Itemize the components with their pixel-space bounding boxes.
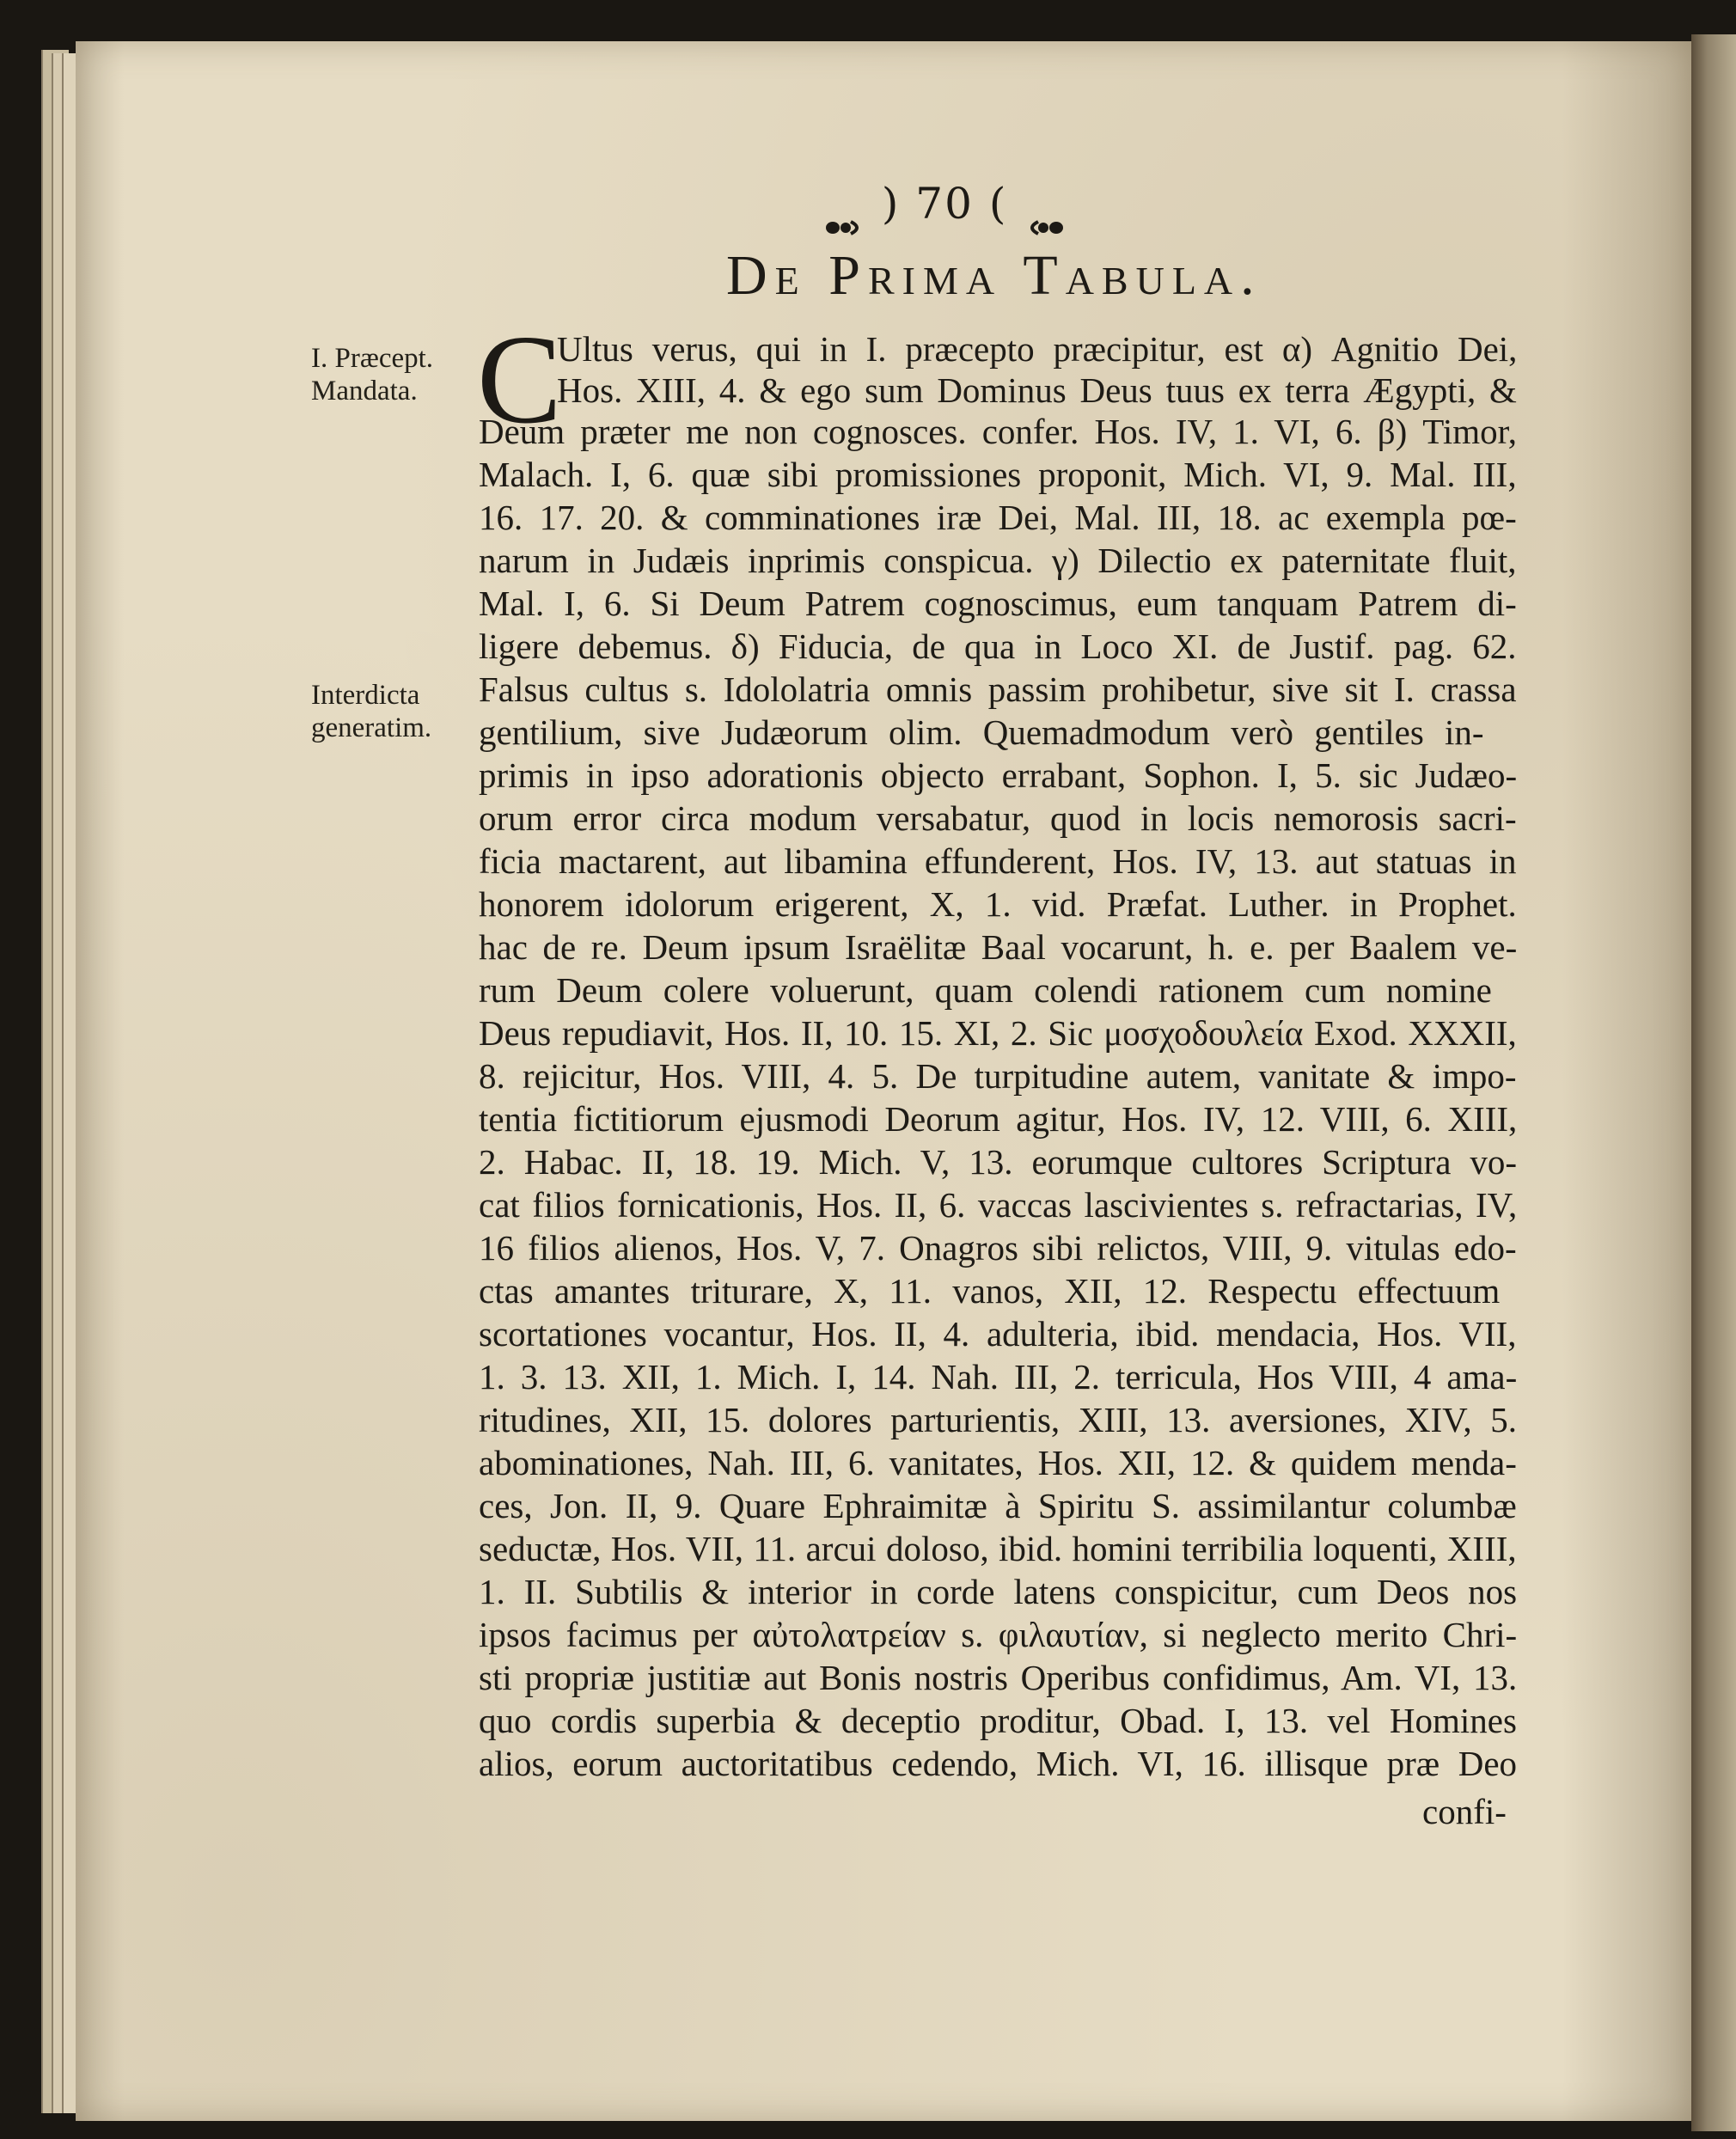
ornament-left-icon — [825, 198, 866, 217]
text-line: Malach. I, 6. quæ sibi promissiones proponit, Mich. VI, 9. Mal. III, — [479, 455, 1517, 494]
text-line: ficia mactarent, aut libamina effunderent, Hos. IV, 13. aut statuas in — [479, 841, 1517, 881]
text-line: Hos. XIII, 4. & ego sum Dominus Deus tuus ex terra Ægypti, & — [557, 370, 1517, 410]
text-line: rum Deum colere voluerunt, quam colendi rationem cum nomine — [479, 970, 1492, 1010]
text-line: Falsus cultus s. Idololatria omnis passim prohibetur, sive sit I. crassa — [479, 669, 1517, 709]
text-line: hac de re. Deum ipsum Israëlitæ Baal vocarunt, h. e. per Baalem ve- — [479, 927, 1518, 967]
drop-cap: C — [477, 309, 562, 450]
text-line: quo cordis superbia & deceptio proditur, Obad. I, 13. vel Homines — [479, 1701, 1517, 1740]
text-line: narum in Judæis inprimis conspicua. γ) Dilectio ex paternitate fluit, — [479, 541, 1517, 580]
text-line: 8. rejicitur, Hos. VIII, 4. 5. De turpitudine autem, vanitate & impo- — [479, 1056, 1517, 1096]
text-line: ligere debemus. δ) Fiducia, de qua in Loco XI. de Justif. pag. 62. — [479, 626, 1517, 666]
page-title: De Prima Tabula. — [726, 244, 1262, 307]
margin-note-interdicta — [311, 679, 431, 744]
text-line: Deum præter me non cognosces. confer. Hos. IV, 1. VI, 6. β) Timor, — [479, 412, 1517, 451]
text-line: seductæ, Hos. VII, 11. arcui doloso, ibid. homini terribilia loquenti, XIII, — [479, 1529, 1517, 1568]
margin-note-mandata — [311, 342, 433, 407]
facing-page-gutter — [1691, 34, 1736, 2131]
margin-note-line: I. Præcept. — [311, 343, 434, 374]
text-line: ritudines, XII, 15. dolores parturientis, XIII, 13. aversiones, XIV, 5. — [479, 1400, 1518, 1439]
text-line: ctas amantes triturare, X, 11. vanos, XII, 12. Respectu effectuum — [479, 1271, 1501, 1311]
margin-note-line: Mandata. — [311, 376, 418, 406]
text-line: 16 filios alienos, Hos. V, 7. Onagros sibi relictos, VIII, 9. vitulas edo- — [479, 1228, 1517, 1268]
page-number: ) 70 ( — [881, 179, 1008, 229]
catchword: confi- — [1422, 1792, 1507, 1831]
text-line: alios, eorum auctoritatibus cedendo, Mich. VI, 16. illisque præ Deo — [479, 1744, 1518, 1783]
text-line: 2. Habac. II, 18. 19. Mich. V, 13. eorumque cultores Scriptura vo- — [479, 1142, 1518, 1182]
text-line: primis in ipso adorationis objecto errabant, Sophon. I, 5. sic Judæo- — [479, 755, 1518, 795]
text-line: 16. 17. 20. & comminationes iræ Dei, Mal. III, 18. ac exempla pœ- — [479, 498, 1517, 537]
margin-note-line: generatim. — [311, 712, 432, 743]
margin-note-line: Interdicta — [311, 680, 420, 711]
text-line: honorem idolorum erigerent, X, 1. vid. Præfat. Luther. in Prophet. — [479, 884, 1517, 924]
text-line: tentia fictitiorum ejusmodi Deorum agitur, Hos. IV, 12. VIII, 6. XIII, — [479, 1099, 1518, 1139]
text-line: ipsos facimus per αὐτολατρείαν s. φιλαυτίαν, si neglecto merito Chri- — [479, 1615, 1518, 1654]
text-line: scortationes vocantur, Hos. II, 4. adulteria, ibid. mendacia, Hos. VII, — [479, 1314, 1517, 1354]
text-line: sti propriæ justitiæ aut Bonis nostris Operibus confidimus, Am. VI, 13. — [479, 1658, 1518, 1697]
text-line: Ultus verus, qui in I. præcepto præcipitur, est α) Agnitio Dei, — [557, 329, 1518, 369]
running-head — [825, 179, 1064, 229]
text-line: 1. 3. 13. XII, 1. Mich. I, 14. Nah. III, 2. terricula, Hos VIII, 4 ama- — [479, 1357, 1518, 1396]
text-line: abominationes, Nah. III, 6. vanitates, Hos. XII, 12. & quidem menda- — [479, 1443, 1517, 1482]
text-line: 1. II. Subtilis & interior in corde latens conspicitur, cum Deos nos — [479, 1572, 1518, 1611]
text-line: Mal. I, 6. Si Deum Patrem cognoscimus, eum tanquam Patrem di- — [479, 584, 1517, 623]
text-line: gentilium, sive Judæorum olim. Quemadmodum verò gentiles in- — [479, 712, 1484, 752]
text-line: ces, Jon. II, 9. Quare Ephraimitæ à Spiritu S. assimilantur columbæ — [479, 1486, 1517, 1525]
text-line: cat filios fornicationis, Hos. II, 6. vaccas lascivientes s. refractarias, IV, — [479, 1185, 1518, 1225]
text-line: orum error circa modum versabatur, quod in locis nemorosis sacri- — [479, 798, 1517, 838]
text-line: Deus repudiavit, Hos. II, 10. 15. XI, 2. Sic μοσχοδουλεία Exod. XXXII, — [479, 1013, 1517, 1053]
ornament-right-icon — [1023, 198, 1064, 217]
